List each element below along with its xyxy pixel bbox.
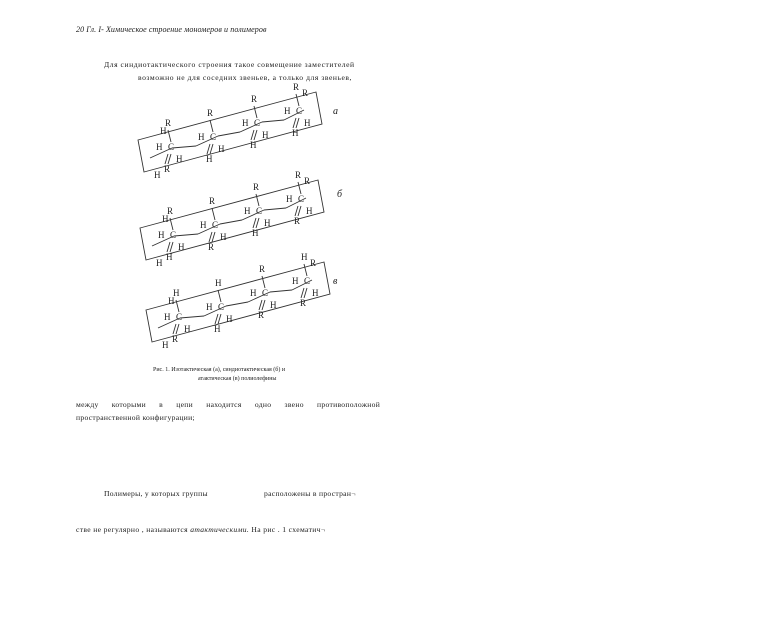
paragraph-1-line-1: Для синдиотактического строения такое совмещение заместителей xyxy=(104,60,355,69)
down-substituent: H xyxy=(292,128,299,138)
down-substituent: H xyxy=(250,140,257,150)
down-bond xyxy=(212,232,215,242)
hydrogen-atom: H xyxy=(198,132,205,142)
down-substituent: R xyxy=(300,298,307,308)
down-bond xyxy=(296,118,299,128)
up-substituent: R xyxy=(251,94,258,104)
down-substituent: R xyxy=(172,334,179,344)
hydrogen-atom: H xyxy=(306,206,313,216)
backbone-bond xyxy=(180,316,204,318)
down-substituent: R xyxy=(164,164,171,174)
carbon-atom: C xyxy=(210,132,217,142)
hydrogen-atom: H xyxy=(304,118,311,128)
up-substituent: R xyxy=(165,118,172,128)
down-bond xyxy=(256,218,259,228)
running-head: 20 Гл. I- Химическое строение мономеров и полимеров xyxy=(76,25,267,34)
backbone-bond xyxy=(262,120,284,122)
carbon-atom: C xyxy=(254,118,261,128)
down-bond xyxy=(301,288,304,298)
down-bond xyxy=(210,144,213,154)
up-substituent: R xyxy=(259,264,266,274)
hydrogen-atom: H xyxy=(264,218,271,228)
down-bond xyxy=(170,242,173,252)
down-substituent: H xyxy=(252,228,259,238)
carbon-atom: C xyxy=(296,106,303,116)
down-bond xyxy=(293,118,296,128)
down-bond xyxy=(218,314,221,324)
down-bond xyxy=(259,300,262,310)
down-substituent: R xyxy=(294,216,301,226)
hydrogen-atom: H xyxy=(220,232,227,242)
hydrogen-atom: H xyxy=(178,242,185,252)
carbon-atom: C xyxy=(256,206,263,216)
carbon-atom: C xyxy=(168,142,175,152)
up-substituent: R xyxy=(295,170,302,180)
down-substituent: H xyxy=(166,252,173,262)
paragraph-1-line-2: возможно не для соседних звеньев, а только для звеньев, xyxy=(138,73,353,82)
carbon-atom: C xyxy=(212,220,219,230)
hydrogen-atom: H xyxy=(250,288,257,298)
panel-label: а xyxy=(333,106,338,117)
carbon-atom: C xyxy=(304,276,311,286)
up-substituent: R xyxy=(207,108,214,118)
up-bond xyxy=(210,120,213,132)
up-substituent: R xyxy=(310,258,317,268)
down-bond xyxy=(298,206,301,216)
hydrogen-atom: H xyxy=(160,126,167,136)
backbone-bond xyxy=(174,234,198,236)
hydrogen-atom: H xyxy=(184,324,191,334)
up-substituent: R xyxy=(302,88,309,98)
down-bond xyxy=(253,218,256,228)
down-bond xyxy=(165,154,168,164)
down-bond xyxy=(176,324,179,334)
hydrogen-atom: H xyxy=(244,206,251,216)
up-bond xyxy=(304,264,307,276)
backbone-bond xyxy=(270,290,292,292)
hydrogen-atom: H xyxy=(168,296,175,306)
hydrogen-atom: H xyxy=(162,340,169,350)
carbon-atom: C xyxy=(262,288,269,298)
down-bond xyxy=(167,242,170,252)
down-bond xyxy=(304,288,307,298)
down-bond xyxy=(207,144,210,154)
backbone-bond xyxy=(264,208,286,210)
carbon-atom: C xyxy=(170,230,177,240)
hydrogen-atom: H xyxy=(176,154,183,164)
up-bond xyxy=(218,290,221,302)
down-bond xyxy=(254,130,257,140)
hydrogen-atom: H xyxy=(154,170,161,180)
down-substituent: H xyxy=(214,324,221,334)
hydrogen-atom: H xyxy=(242,118,249,128)
hydrogen-atom: H xyxy=(218,144,225,154)
up-substituent: H xyxy=(301,252,308,262)
paragraph-2-line-1: между которыми в цепи находится одно звено противоположной xyxy=(76,400,381,409)
hydrogen-atom: H xyxy=(292,276,299,286)
backbone-bond xyxy=(218,132,240,136)
up-bond xyxy=(298,182,301,194)
down-bond xyxy=(251,130,254,140)
figure-caption-line-1: Рис. 1. Изотактическая (а), синдиотактическая (б) и xyxy=(153,367,286,373)
up-substituent: R xyxy=(167,206,174,216)
hydrogen-atom: H xyxy=(286,194,293,204)
hydrogen-atom: H xyxy=(162,214,169,224)
carbon-atom: C xyxy=(176,312,183,322)
panel-label: в xyxy=(333,276,338,287)
hydrogen-atom: H xyxy=(164,312,171,322)
down-bond xyxy=(168,154,171,164)
hydrogen-atom: H xyxy=(156,142,163,152)
up-substituent: R xyxy=(253,182,260,192)
backbone-bond xyxy=(172,146,196,148)
hydrogen-atom: H xyxy=(312,288,319,298)
hydrogen-atom: H xyxy=(158,230,165,240)
up-substituent: H xyxy=(215,278,222,288)
hydrogen-atom: H xyxy=(226,314,233,324)
paragraph-4 xyxy=(76,525,325,534)
hydrogen-atom: H xyxy=(200,220,207,230)
down-substituent: R xyxy=(208,242,215,252)
up-substituent: R xyxy=(209,196,216,206)
down-substituent: H xyxy=(206,154,213,164)
down-bond xyxy=(209,232,212,242)
up-bond xyxy=(296,94,299,106)
hydrogen-atom: H xyxy=(284,106,291,116)
backbone-bond xyxy=(220,220,242,224)
down-substituent: R xyxy=(258,310,265,320)
paragraph-4-italic-term: атактическими. xyxy=(190,525,250,534)
hydrogen-atom: H xyxy=(156,258,163,268)
hydrogen-atom: H xyxy=(262,130,269,140)
panel-label: б xyxy=(337,189,343,200)
paragraph-4-before: стве не регулярно , называются xyxy=(76,525,191,534)
up-bond xyxy=(212,208,215,220)
paragraph-3-part-2: расположены в простран¬ xyxy=(264,489,356,498)
down-bond xyxy=(295,206,298,216)
up-substituent: H xyxy=(173,288,180,298)
up-substituent: R xyxy=(304,176,311,186)
carbon-atom: C xyxy=(298,194,305,204)
hydrogen-atom: H xyxy=(206,302,213,312)
backbone-bond xyxy=(226,302,248,306)
carbon-atom: C xyxy=(218,302,225,312)
down-bond xyxy=(173,324,176,334)
figure-caption-line-2: атактическая (в) полиолефины xyxy=(198,376,277,382)
paragraph-2-line-2: пространственной конфигурации; xyxy=(76,413,195,422)
down-bond xyxy=(262,300,265,310)
down-bond xyxy=(215,314,218,324)
up-substituent: R xyxy=(293,82,300,92)
paragraph-3-part-1: Полимеры, у которых группы xyxy=(104,489,208,498)
paragraph-4-after: На рис . 1 схематич¬ xyxy=(249,525,326,534)
hydrogen-atom: H xyxy=(270,300,277,310)
